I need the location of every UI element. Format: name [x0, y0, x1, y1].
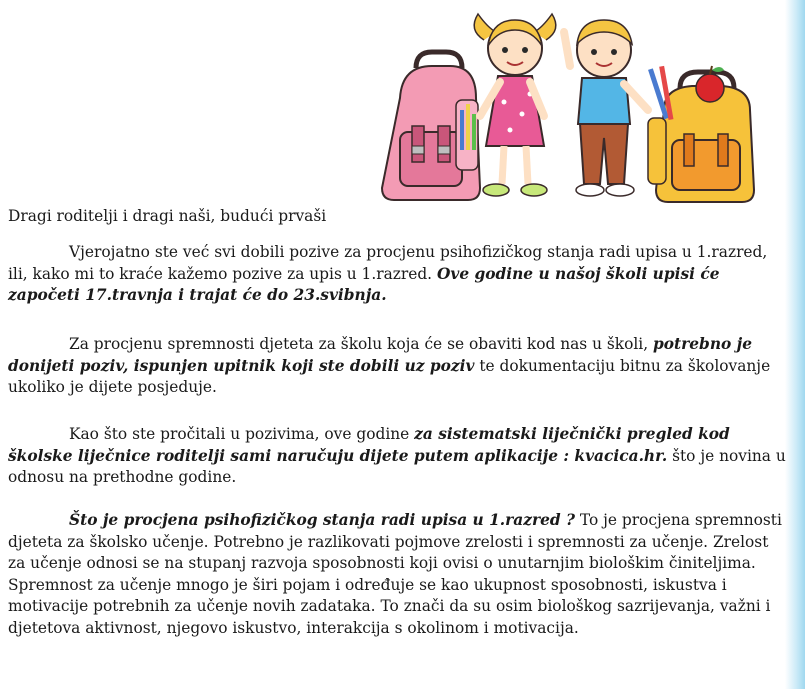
paragraph-assessment-explanation: [8, 510, 786, 640]
paragraph1-emphasis-dates: Ove godine u našoj školi upisi će započeti 17.travnja i trajat će do 23.svibnja.: [8, 264, 720, 305]
page-edge-gradient: [785, 0, 805, 689]
greeting-line: Dragi roditelji i dragi naši, budući prvaši: [8, 207, 327, 225]
paragraph3-text-end: što je novina u odnosu na prethodne godine.: [8, 446, 786, 487]
paragraph3-emphasis: za sistematski liječnički pregled kod školske liječnice roditelji sami naručuju dijete putem aplikacije : kvacica.hr.: [8, 425, 730, 465]
paragraph4-text: To je procjena spremnosti djeteta za školsko učenje. Potrebno je razlikovati pojmove zrelosti i spremnosti za učenje. Zrelost za učenje odnosi se na stupanj razvoja sposobnosti koji ovisi o unutarnjim biološkim činiteljima. Spremnost za učenje mnogo je širi pojam i određuje se kao ukupnost sposobnosti, iskustva i motivacije potrebnih za učenje novih zadataka. To znači da su osim biološkog sazrijevanja, važni i djetetova aktivnost, njegovo iskustvo, interakcija s okolinom i motivacija.: [8, 511, 782, 637]
paragraph1-text: Vjerojatno ste već svi dobili pozive za procjenu psihofizičkog stanja radi upisa u 1.razred, ili, kako mi to kraće kažemo pozive za upis u 1.razred.: [8, 243, 768, 283]
paragraph-required-documents: [8, 334, 786, 399]
pink-backpack-icon: [382, 52, 480, 200]
paragraph3-text-start: Kao što ste pročitali u pozivima, ove godine: [69, 425, 415, 443]
children-illustration: [372, 6, 762, 206]
paragraph2-text-start: Za procjenu spremnosti djeteta za školu koja će se obaviti kod nas u školi,: [69, 335, 654, 353]
boy-figure-icon: [564, 20, 648, 196]
paragraph2-emphasis: potrebno je donijeti poziv, ispunjen upitnik koji ste dobili uz poziv: [8, 335, 752, 375]
paragraph2-text-end: te dokumentaciju bitnu za školovanje ukoliko je dijete posjeduje.: [8, 356, 771, 397]
paragraph-medical-exam: [8, 424, 786, 489]
paragraph4-emphasis-question: Što je procjena psihofizičkog stanja radi upisa u 1.razred ?: [69, 511, 576, 529]
paragraph-upisi-info: [8, 242, 786, 307]
girl-figure-icon: [474, 14, 556, 196]
